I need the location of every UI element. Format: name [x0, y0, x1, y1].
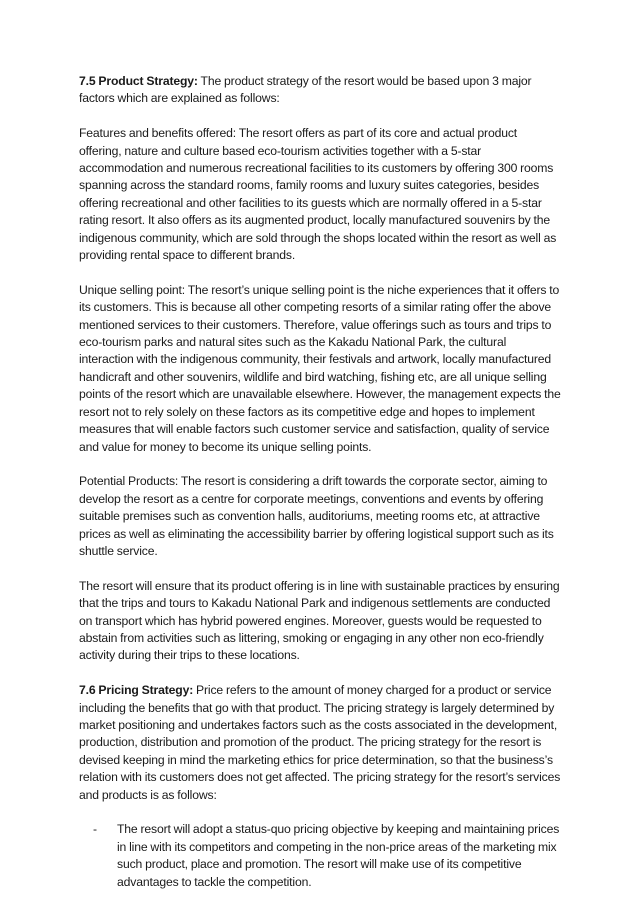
bullet-dash: -	[93, 822, 97, 837]
sustainability-paragraph: The resort will ensure that its product offering is in line with sustainable practices by ensuring that the trips and tours to Kakadu National Park and indigenous settlements are conducted on transport which has hybrid powered engines. Moreover, guests would be requested to abstain from activities such as littering, smoking or engaging in any other non eco-friendly activity during their trips to these locations.	[79, 578, 560, 663]
pricing-strategy-intro-paragraph	[79, 682, 561, 804]
unique-selling-point-paragraph: Unique selling point: The resort’s unique selling point is the niche experiences that it offers to its customers. This is because all other competing resorts of a similar rating offer the above mentioned services to their customers. Therefore, value offerings such as tours and trips to eco-tourism parks and natural sites such as the Kakadu National Park, the cultural interaction with the indigenous community, their festivals and artwork, locally manufactured handicraft and other souvenirs, wildlife and bird watching, fishing etc, are all unique selling points of the resort which are unavailable elsewhere. However, the management expects the resort not to rely solely on these factors as its competitive edge and hopes to implement measures that will enable factors such customer service and satisfaction, quality of service and value for money to become its unique selling points.	[79, 282, 561, 454]
product-strategy-intro-paragraph	[79, 73, 561, 108]
product-strategy-heading: 7.5 Product Strategy:	[79, 74, 198, 88]
product-strategy-intro-text: The product strategy of the resort would be based upon 3 major factors which are explained as follows:	[79, 74, 532, 106]
features-benefits-paragraph: Features and benefits offered: The resort offers as part of its core and actual product offering, nature and culture based eco-tourism activities together with a 5-star accommodation and numerous recreational facilities to its customers by offering 300 rooms spanning across the standard rooms, family rooms and luxury suites categories, besides offering recreational and other facilities to its guests which are normally offered in a 5-star rating resort. It also offers as its augmented product, locally manufactured souvenirs by the indigenous community, which are sold through the shops located within the resort as well as providing rental space to different brands.	[79, 126, 557, 263]
pricing-bullet-text: The resort will adopt a status-quo pricing objective by keeping and maintaining prices in line with its competitors and competing in the non-price areas of the marketing mix such product, place and promotion. The resort will make use of its competitive advantages to tackle the competition.	[117, 822, 560, 889]
potential-products-paragraph: Potential Products: The resort is considering a drift towards the corporate sector, aiming to develop the resort as a centre for corporate meetings, conventions and events by offering suitable premises such as convention halls, auditoriums, meeting rooms etc, at attractive prices as well as eliminating the accessibility barrier by offering logistical support such as its shuttle service.	[79, 474, 554, 558]
pricing-strategy-intro-text: Price refers to the amount of money charged for a product or service including the benefits that go with that product. The pricing strategy is largely determined by market positioning and undertakes factors such as the costs associated in the development, production, distribution and promotion of the product. The pricing strategy for the resort is devised keeping in mind the marketing ethics for price determination, so that the business’s relation with its customers does not get affected. The pricing strategy for the resort’s services and products is as follows:	[79, 683, 561, 802]
pricing-bullet-item	[79, 821, 561, 891]
document-page	[79, 73, 561, 891]
pricing-strategy-heading: 7.6 Pricing Strategy:	[79, 683, 194, 698]
